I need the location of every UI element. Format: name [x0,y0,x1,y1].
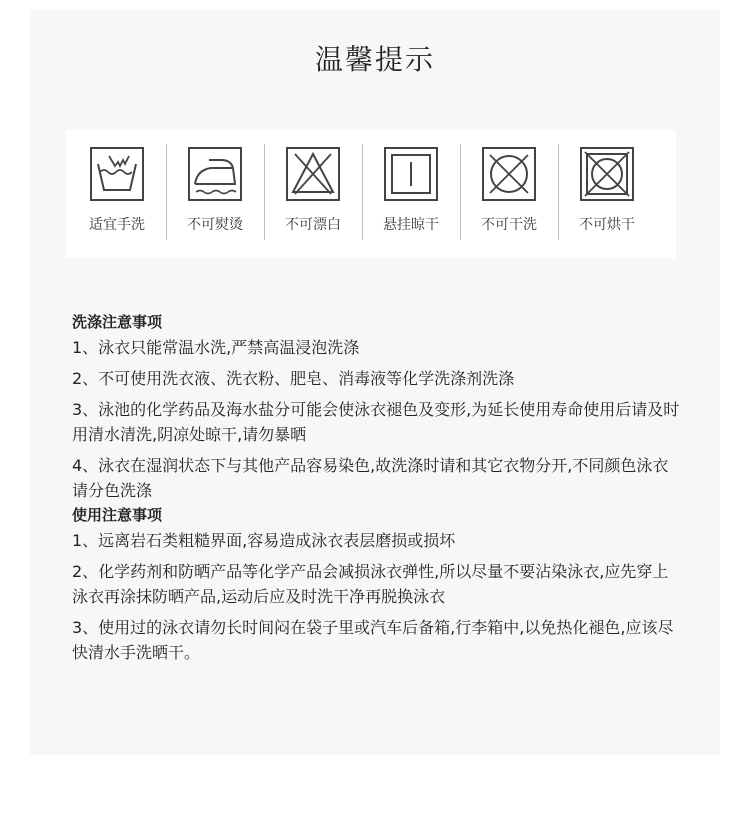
care-item-hand-wash [70,130,164,258]
no-tumble-dry-icon [579,146,635,202]
care-label: 不可干洗 [481,217,537,233]
divider [264,144,265,240]
care-symbols-strip [66,130,676,258]
washing-item: 3、泳池的化学药品及海水盐分可能会使泳衣褪色及变形,为延长使用寿命使用后请及时用清水清洗,阴凉处晾干,请勿暴晒 [72,400,680,444]
washing-list [72,335,684,503]
care-item-no-iron [168,130,262,258]
divider [558,144,559,240]
usage-heading: 使用注意事项 [72,506,163,524]
care-label: 不可漂白 [285,217,341,233]
no-dry-clean-icon [481,146,537,202]
washing-heading: 洗涤注意事项 [72,313,163,331]
washing-item: 4、泳衣在湿润状态下与其他产品容易染色,故洗涤时请和其它衣物分开,不同颜色泳衣请分色洗涤 [72,456,669,500]
care-tips-panel [30,10,720,755]
no-iron-icon [187,146,243,202]
hand-wash-icon [89,146,145,202]
care-item-no-tumble-dry [560,130,654,258]
page-title: 温馨提示 [314,43,435,76]
care-item-hang-dry [364,130,458,258]
no-bleach-icon [285,146,341,202]
care-label: 不可熨烫 [187,217,243,233]
hang-dry-icon [383,146,439,202]
care-label: 适宜手洗 [89,217,145,233]
usage-item: 1、远离岩石类粗糙界面,容易造成泳衣表层磨损或损坏 [72,531,456,550]
usage-list [72,528,684,665]
divider [166,144,167,240]
care-label: 悬挂晾干 [383,217,439,233]
care-label: 不可烘干 [579,217,635,233]
usage-item: 3、使用过的泳衣请勿长时间闷在袋子里或汽车后备箱,行李箱中,以免热化褪色,应该尽快清水手洗晒干。 [72,618,674,662]
divider [362,144,363,240]
usage-item: 2、化学药剂和防晒产品等化学产品会减损泳衣弹性,所以尽量不要沾染泳衣,应先穿上泳衣再涂抹防晒产品,运动后应及时洗干净再脱换泳衣 [72,562,669,606]
care-item-no-bleach [266,130,360,258]
washing-item: 1、泳衣只能常温水洗,严禁高温浸泡洗涤 [72,338,360,357]
care-item-no-dry-clean [462,130,556,258]
divider [460,144,461,240]
care-instructions [72,310,684,665]
washing-item: 2、不可使用洗衣液、洗衣粉、肥皂、消毒液等化学洗涤剂洗涤 [72,369,515,388]
